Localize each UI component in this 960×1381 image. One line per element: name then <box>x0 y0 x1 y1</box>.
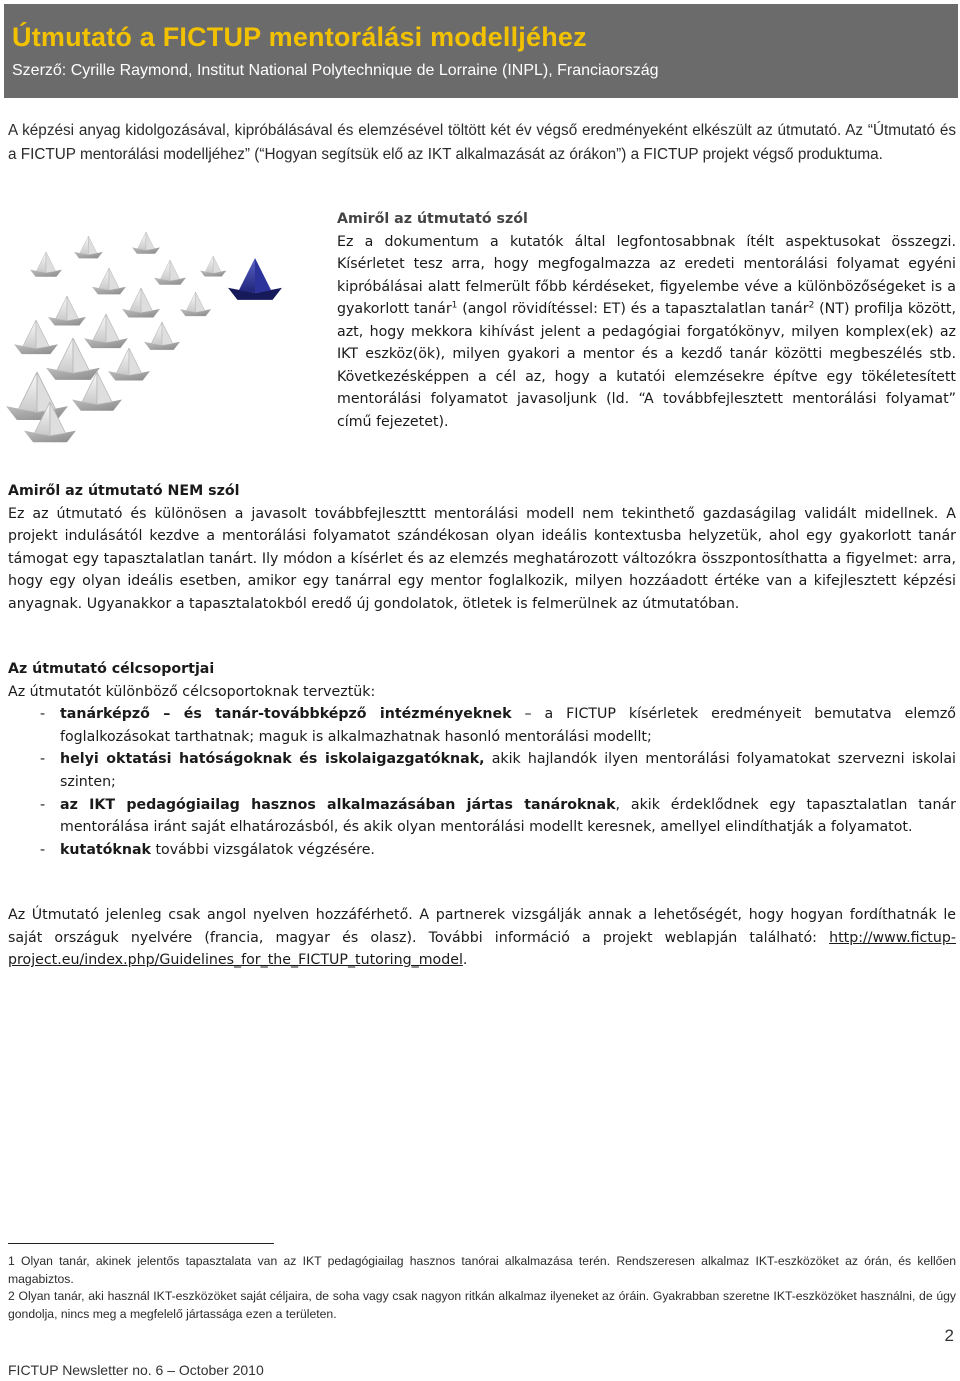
newsletter-footer: FICTUP Newsletter no. 6 – October 2010 <box>8 1362 264 1378</box>
not-about-section <box>8 480 956 616</box>
footnotes <box>8 1253 956 1323</box>
not-about-heading: Amiről az útmutató NEM szól <box>8 483 240 499</box>
about-text-part-3: (NT) profilja között, azt, hogy mekkora kihívást jelent a pedagógiai forgatókönyv, milyen komplex(ek) az IKT eszköz(ök), milyen gyakori a mentor és a kezdő tanár közötti megbeszélés stb. Következésképpen a cél az, hogy a kutatói elemzésekre építve egy tökéletesített mentorálási folyamatot javasoljunk (ld. “A továbbfejlesztett mentorálási folyamat” című fejezetet). <box>337 301 956 430</box>
list-dash: - <box>40 706 46 723</box>
list-dash: - <box>40 841 46 858</box>
about-text-part-2: (angol rövidítéssel: ET) és a tapasztalatlan tanár <box>457 301 809 317</box>
about-heading: Amiről az útmutató szól <box>337 211 528 227</box>
list-item-text: , akik érdeklődnek egy tapasztalatlan tanár mentorálása iránt saját elhatározásból, és akik olyan mentorálási modellt keresnek, amellyel elindíthatják a folyamatot. <box>60 796 956 836</box>
target-groups-lead: Az útmutatót különböző célcsoportoknak terveztük: <box>8 683 376 700</box>
intro-paragraph: A képzési anyag kidolgozásával, kipróbálásával és elemzésével töltött két év végső eredményeként elkészült az útmutató. Az “Útmutató és a FICTUP mentorálási modelljéhez” (“Hogyan segítsük elő az IKT alkalmazását az órákon”) a FICTUP projekt végső produktuma. <box>8 122 956 163</box>
document-title: Útmutató a FICTUP mentorálási modelljéhez <box>12 22 587 52</box>
list-item-bold: tanárképző – és tanár-továbbképző intézményeknek <box>60 706 512 723</box>
closing-text: Az Útmutató jelenleg csak angol nyelven hozzáférhető. A partnerek vizsgálják annak a lehetőségét, hogy hogyan fordíthatnák le saját országuk nyelvére (francia, magyar és olasz). További információ a projekt weblapján található: <box>8 907 956 946</box>
footnote-ref-1: 1 <box>451 300 458 311</box>
list-item <box>8 839 956 862</box>
author-line: Szerző: Cyrille Raymond, Institut National Polytechnique de Lorraine (INPL), Franciaország <box>12 62 659 79</box>
footnote-2: 2 Olyan tanár, aki használ IKT-eszközöket saját céljaira, de soha vagy csak nagyon ritkán alkalmaz ilyeneket az óráin. Gyakrabban szeretne IKT-eszközöket használni, de úgy gondolja, nincs meg a megfelelő jártassága ezen a területen. <box>8 1289 956 1321</box>
target-groups-list <box>8 703 956 861</box>
list-item-bold: az IKT pedagógiailag hasznos alkalmazásában jártas tanároknak <box>60 796 616 813</box>
project-website-link[interactable]: http://www.fictup-project.eu/index.php/Guidelines_for_the_FICTUP_tutoring_model <box>8 929 956 969</box>
about-section <box>337 208 956 433</box>
list-dash: - <box>40 751 46 768</box>
list-item-text: további vizsgálatok végzésére. <box>150 841 375 858</box>
header-banner <box>4 4 958 98</box>
paper-boats-image <box>4 222 314 444</box>
closing-paragraph <box>8 904 956 972</box>
footnote-divider <box>8 1243 274 1244</box>
list-item-text: – a FICTUP kísérletek eredményeit bemutatva elemző foglalkozásokat tarthatnak; maguk is alkalmazhatnak hasonló mentorálási modellt; <box>60 706 956 745</box>
list-item-bold: helyi oktatási hatóságoknak és iskolaigazgatóknak, <box>60 751 485 768</box>
footnote-ref-2: 2 <box>808 300 815 311</box>
list-item-text: akik hajlandók ilyen mentorálási folyamatokat szervezni iskolai szinten; <box>60 751 956 790</box>
list-dash: - <box>40 796 46 813</box>
page-number: 2 <box>944 1326 954 1345</box>
about-text-part-1: Ez a dokumentum a kutatók által legfontosabbnak ítélt aspektusokat összegzi. Kísérletet tesz arra, hogy megfogalmazza az eredeti mentorálási folyamat egyéni kipróbálásai alatt felmerült főbb kérdéseket, figyelembe véve a különbözőségeket is a gyakorlott tanár <box>337 233 956 317</box>
footnote-1: 1 Olyan tanár, akinek jelentős tapasztalata van az IKT pedagógiailag hasznos tanórai alkalmazása terén. Rendszeresen alkalmaz IKT-eszközöket az órán, és kellően magabiztos. <box>8 1254 956 1286</box>
closing-period: . <box>462 952 468 969</box>
not-about-text: Ez az útmutató és különösen a javasolt továbbfejleszttt mentorálási modell nem tekinthető gazdaságilag validált midellnek. A projekt indulásától kezdve a mentorálási folyamatot szándékosan olyan ideális kontextusba helyzetük, ahol egy gyakorlott tanár támogat egy tapasztalatlan tanárt. Ily módon a kísérlet és az elemzés meghatározott változókra összpontosíthatta a figyelmet: arra, hogy egy olyan ideális esetben, amikor egy tanárral egy mentor foglalkozik, milyen hozzáadott értéke van a kifejlesztett képzési anyagnak. Ugyanakkor a tapasztalatokból eredő új gondolatok, ötletek is felmerülnek az útmutatóban. <box>8 505 956 612</box>
list-item <box>8 703 956 748</box>
target-groups-heading: Az útmutató célcsoportjai <box>8 661 215 677</box>
list-item-bold: kutatóknak <box>60 841 151 858</box>
list-item <box>8 794 956 839</box>
target-groups-section <box>8 658 956 861</box>
list-item <box>8 748 956 793</box>
